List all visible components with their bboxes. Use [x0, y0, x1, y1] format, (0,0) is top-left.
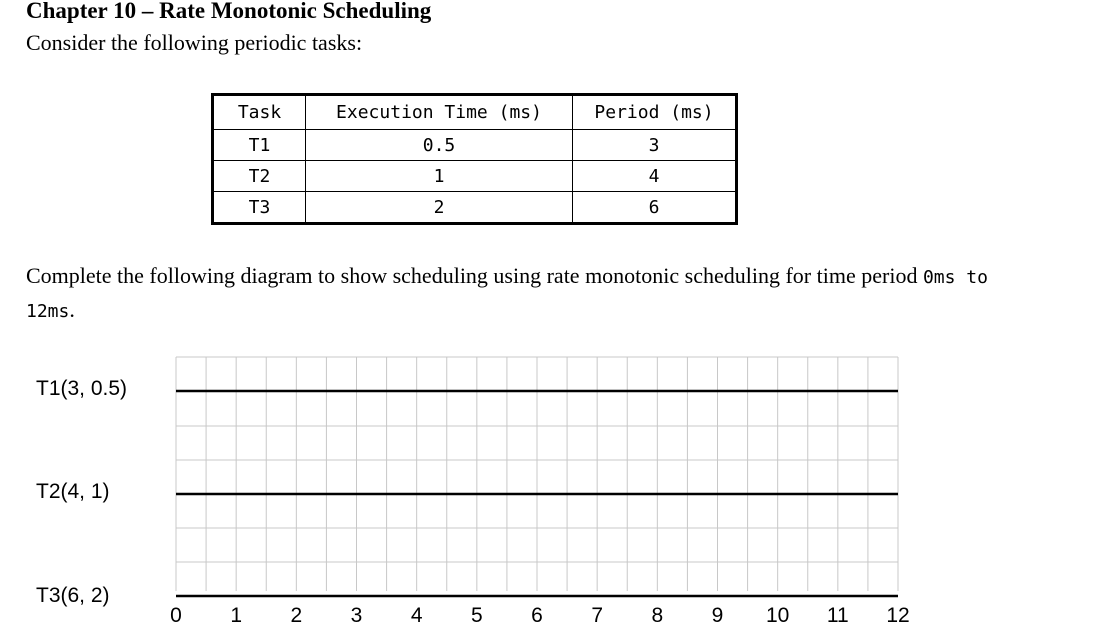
header-task: Task	[213, 95, 306, 130]
tick-label: 1	[230, 604, 243, 627]
cell-task: T3	[213, 192, 306, 224]
header-period: Period (ms)	[573, 95, 737, 130]
tick-label: 7	[591, 604, 604, 627]
tick-label: 5	[470, 604, 483, 627]
tick-label: 11	[826, 604, 849, 627]
row-label-t1: T1(3, 0.5)	[36, 377, 128, 400]
instruction-time-range: 0ms to 12ms	[26, 267, 988, 322]
cell-period: 4	[573, 161, 737, 192]
row-label-t3: T3(6, 2)	[36, 584, 110, 607]
cell-execution-time: 1	[306, 161, 573, 192]
cell-task: T2	[213, 161, 306, 192]
tick-label: 6	[531, 604, 543, 627]
grid-lines	[176, 357, 898, 596]
cell-period: 6	[573, 192, 737, 224]
tick-label: 4	[410, 604, 423, 627]
cell-execution-time: 2	[306, 192, 573, 224]
tick-label: 10	[765, 604, 790, 627]
time-axis-ticks	[170, 604, 910, 627]
tick-label: 12	[886, 604, 910, 627]
cell-period: 3	[573, 130, 737, 161]
tick-label: 9	[711, 604, 724, 627]
intro-text: Consider the following periodic tasks:	[26, 30, 363, 55]
cell-execution-time: 0.5	[306, 130, 573, 161]
tick-label: 2	[290, 604, 303, 627]
tick-label: 0	[170, 604, 182, 627]
cell-task: T1	[213, 130, 306, 161]
row-label-t2: T2(4, 1)	[36, 480, 110, 503]
instruction-end: .	[69, 297, 75, 322]
tick-label: 8	[651, 604, 664, 627]
tick-label: 3	[350, 604, 363, 627]
header-execution-time: Execution Time (ms)	[306, 95, 573, 130]
instruction-main: Complete the following diagram to show scheduling using rate monotonic scheduling for time period	[26, 263, 923, 288]
page-title: Chapter 10 – Rate Monotonic Scheduling	[26, 0, 432, 23]
